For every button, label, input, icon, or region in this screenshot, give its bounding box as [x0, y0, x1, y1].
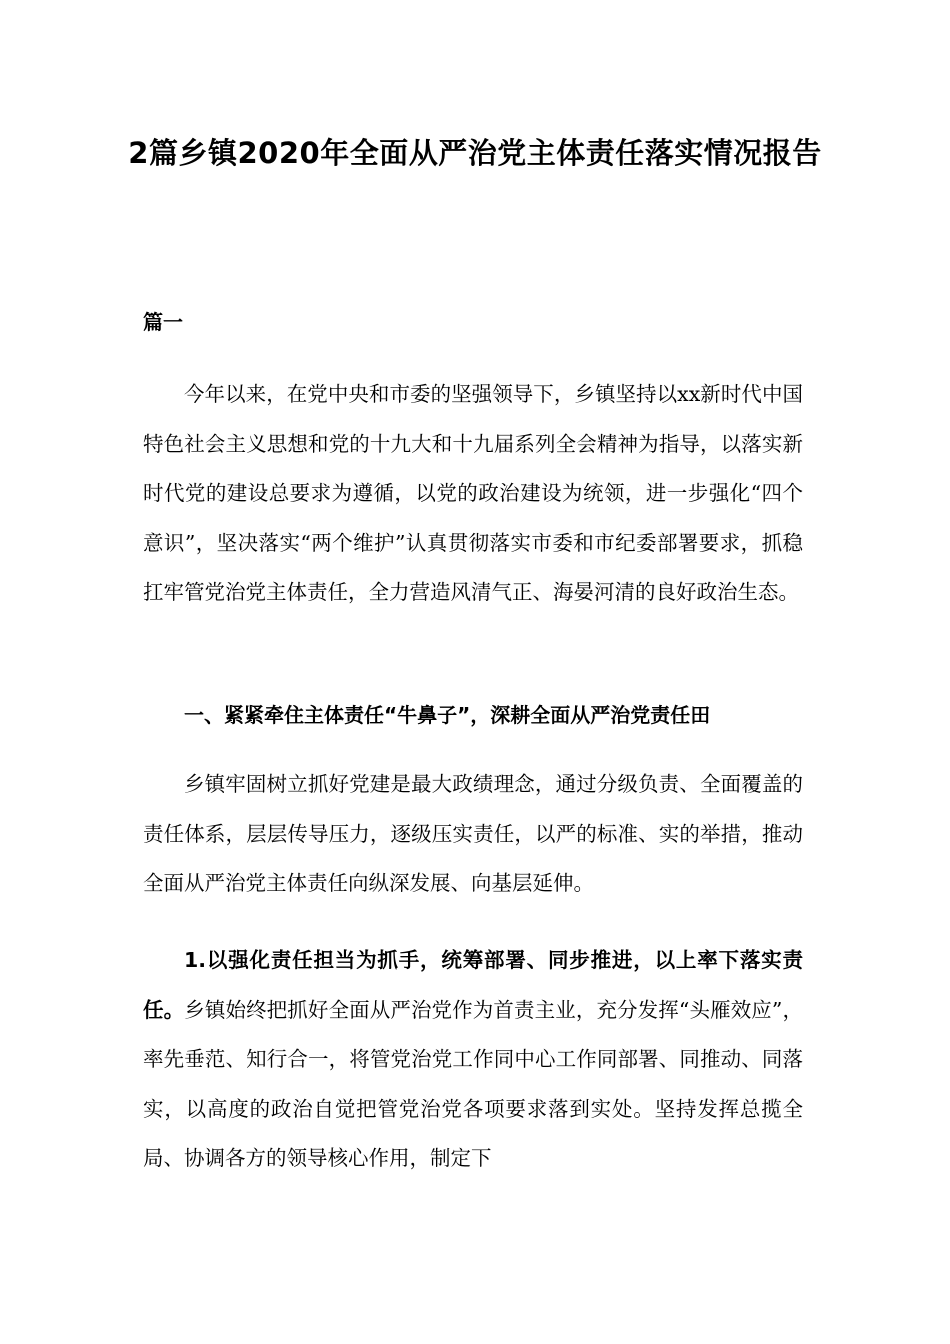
item-1-body: 乡镇始终把抓好全面从严治党作为首责主业，充分发挥“头雁效应”，率先垂范、知行合一，将管党治党工作同中心工作同部署、同推动、同落实，以高度的政治自觉把管党治党各项要求落到实处。坚持发挥总揽全局、协调各方的领导核心作用，制定下: [143, 997, 804, 1171]
section-heading-1: 一、紧紧牵住主体责任“牛鼻子”，深耕全面从严治党责任田: [184, 703, 711, 727]
item-1-lead: 1.以强化责任担当为抓手，统筹部署、同步推进，以上率下落实责任。: [143, 948, 803, 1022]
section-label: 篇一: [143, 310, 183, 334]
paragraph-responsibility: 乡镇牢固树立抓好党建是最大政绩理念，通过分级负责、全面覆盖的责任体系，层层传导压力，逐级压实责任，以严的标准、实的举措，推动全面从严治党主体责任向纵深发展、向基层延伸。: [143, 772, 803, 896]
paragraph-item-1: [143, 936, 803, 1184]
paragraph-intro: 今年以来，在党中央和市委的坚强领导下，乡镇坚持以xx新时代中国特色社会主义思想和党的十九大和十九届系列全会精神为指导，以落实新时代党的建设总要求为遵循，以党的政治建设为统领，进一步强化“四个意识”，坚决落实“两个维护”认真贯彻落实市委和市纪委部署要求，抓稳扛牢管党治党主体责任，全力营造风清气正、海晏河清的良好政治生态。: [143, 382, 803, 605]
document-title: 2篇乡镇2020年全面从严治党主体责任落实情况报告: [128, 136, 822, 170]
